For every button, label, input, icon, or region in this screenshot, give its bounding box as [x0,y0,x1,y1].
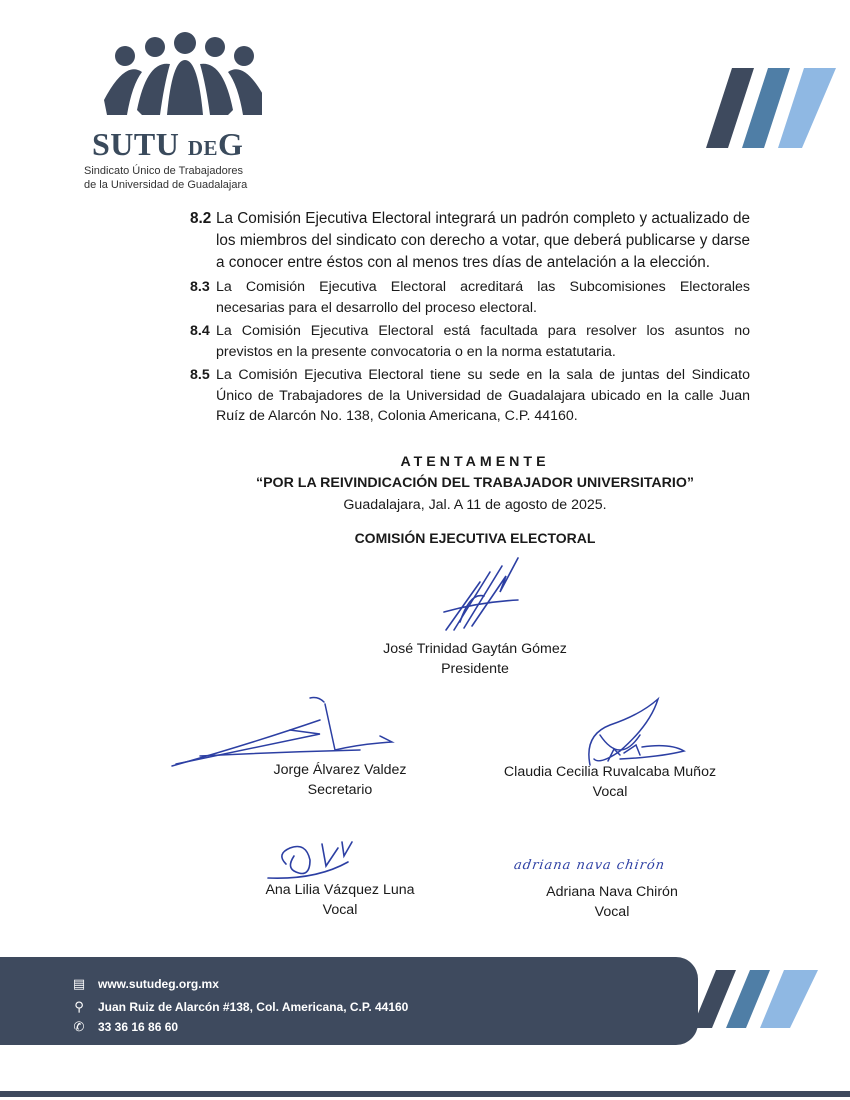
footer-website [70,976,219,992]
signatory-vocal-ana [240,880,440,920]
item-text: La Comisión Ejecutiva Electoral tiene su sede en la sala de juntas del Sindicato Único de Trabajadores de la Universidad de Guadalajara ubicado en la calle Juan Ruíz de Alarcón No. 138, Colonia Americana, C.P. 44160. [216,367,750,424]
item-number: 8.5 [190,367,210,383]
item-8-2 [190,208,750,274]
item-text: La Comisión Ejecutiva Electoral integrará un padrón completo y actualizado de los miembros del sindicato con derecho a votar, que deberá publicarse y darse a conocer entre éstos con al menos tres días de antelación a la elección. [216,210,750,271]
signatory-name: Claudia Cecilia Ruvalcaba Muñoz [503,764,717,780]
signatory-vocal-claudia [490,762,730,802]
signatory-name: José Trinidad Gaytán Gómez [383,641,567,657]
signatory-name: Adriana Nava Chirón [546,884,678,900]
web-icon: ▤ [72,976,86,991]
signatory-vocal-adriana [512,882,712,922]
vocal-ana-signature-icon [266,838,376,884]
union-people-icon [92,30,262,125]
signatory-name: Ana Lilia Vázquez Luna [265,882,415,898]
address-text: Juan Ruiz de Alarcón #138, Col. Americana, C.P. 44160 [98,1000,409,1014]
item-number: 8.2 [190,210,212,227]
signatory-secretary [240,760,440,800]
motto: “POR LA REIVINDICACIÓN DEL TRABAJADOR UNIVERSITARIO” [256,475,694,491]
signatory-role: Vocal [322,902,358,918]
signatory-role: Secretario [307,782,373,798]
place-date: Guadalajara, Jal. A 11 de agosto de 2025. [343,497,607,513]
item-text: La Comisión Ejecutiva Electoral acreditará las Subcomisiones Electorales necesarias para el desarrollo del proceso electoral. [216,279,750,316]
vocal-adriana-signature-icon: adriana nava chirón [512,858,667,873]
location-pin-icon: ⚲ [74,999,84,1014]
sutudeg-logo [84,30,284,195]
signatory-name: Jorge Álvarez Valdez [273,762,407,778]
secretary-signature-icon [170,694,400,770]
signatory-role: Vocal [592,784,628,800]
committee-title: COMISIÓN EJECUTIVA ELECTORAL [354,530,596,546]
item-8-5 [190,365,750,427]
footer-address [70,999,408,1015]
signatory-president [360,639,590,679]
logo-subtitle: Sindicato Único de Trabajadores de la Universidad de Guadalajara [84,165,248,191]
atentamente: ATENTAMENTE [400,454,550,470]
decorative-stripes-footer-icon [690,968,822,1030]
signatory-role: Vocal [594,904,630,920]
bottom-rule [0,1091,850,1097]
item-8-4 [190,321,750,362]
closing-block [190,452,760,516]
phone-icon: ✆ [73,1019,85,1034]
decorative-stripes-icon [702,66,842,150]
website-link[interactable]: www.sutudeg.org.mx [98,977,219,991]
item-8-3 [190,277,750,318]
phone-text: 33 36 16 86 60 [98,1020,179,1034]
president-signature-icon [440,552,530,634]
article-8-items [190,208,750,430]
signatory-role: Presidente [441,661,509,677]
item-text: La Comisión Ejecutiva Electoral está facultada para resolver los asuntos no previstos en la presente convocatoria o en la norma estatutaria. [216,323,750,360]
item-number: 8.4 [190,323,210,339]
item-number: 8.3 [190,279,210,295]
footer-bar [0,957,698,1045]
footer-phone [70,1019,178,1035]
logo-wordmark: SUTU DEG [92,126,244,162]
